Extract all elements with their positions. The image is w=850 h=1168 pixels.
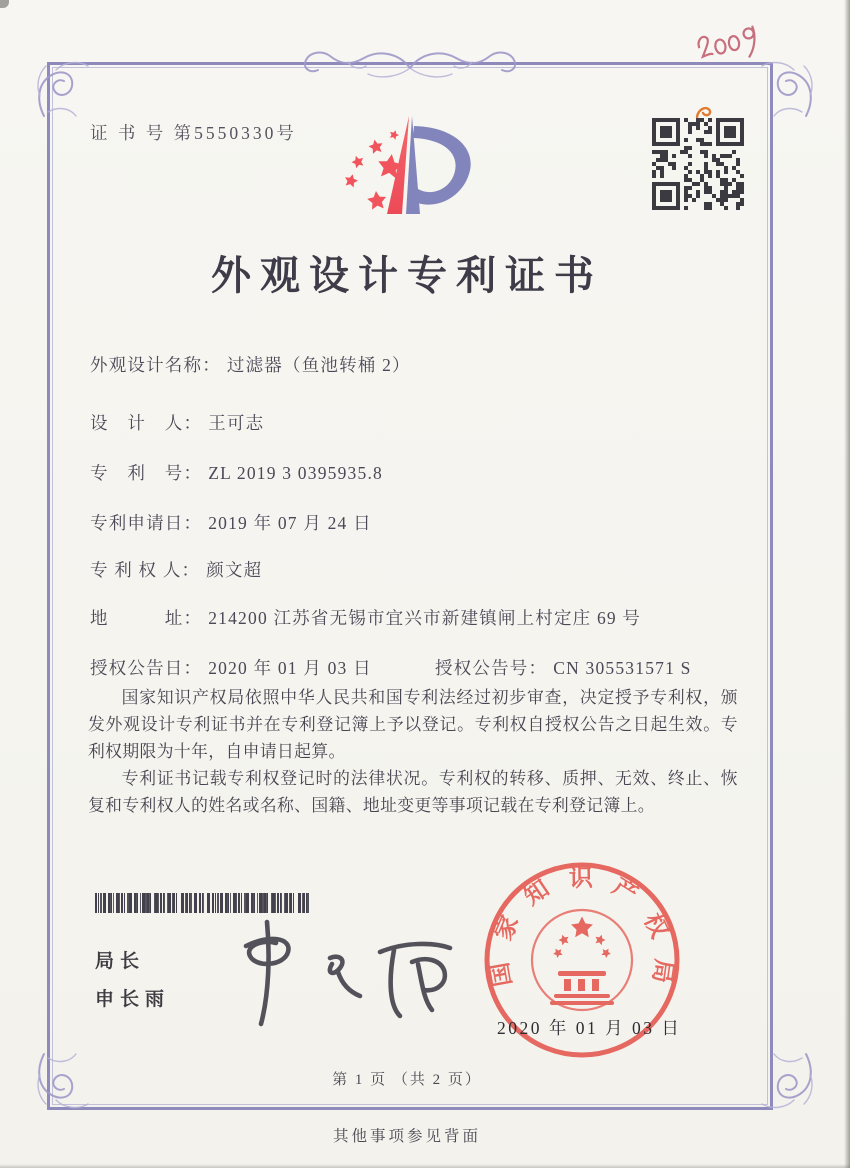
scan-edge-bottom: [0, 1164, 850, 1168]
field-label: 地 址：: [90, 608, 203, 628]
field-value: 过滤器（鱼池转桶 2）: [226, 355, 411, 375]
field-value: 214200 江苏省无锡市宜兴市新建镇闸上村定庄 69 号: [208, 608, 642, 628]
field-value: 2019 年 07 月 24 日: [208, 513, 372, 533]
pen-mark-icon: [694, 103, 716, 121]
field-value: 颜文超: [206, 560, 263, 580]
signature-handwriting: [212, 912, 462, 1030]
svg-text:权: 权: [638, 909, 673, 943]
svg-text:知: 知: [519, 875, 555, 911]
field-filing-date: [90, 510, 750, 535]
field-label: 授权公告号：: [435, 658, 548, 678]
scan-smudge: [0, 0, 9, 8]
field-grant-number: [435, 655, 692, 680]
seal-date: 2020 年 01 月 03 日: [497, 1018, 682, 1038]
commissioner-title: 局长: [95, 951, 146, 972]
legal-paragraph: 专利证书记载专利权登记时的法律状况。专利权的转移、质押、无效、终止、恢复和专利权人的姓名或名称、国籍、地址变更等事项记载在专利登记簿上。: [88, 769, 738, 815]
field-value: 2020 年 01 月 03 日: [208, 658, 372, 678]
field-value: CN 305531571 S: [553, 658, 692, 678]
barcode: [95, 893, 309, 913]
certificate-title: 外观设计专利证书: [211, 253, 603, 298]
svg-text:识: 识: [568, 865, 594, 893]
field-address: [90, 605, 750, 630]
field-label: 专 利 号：: [90, 463, 203, 483]
handwritten-note: [693, 22, 765, 66]
page-number: 第 1 页 （共 2 页）: [332, 1072, 482, 1088]
commissioner-name: 申长雨: [95, 989, 171, 1010]
field-label: 授权公告日：: [90, 658, 203, 678]
field-patent-number: [90, 460, 750, 485]
scan-edge-right: [844, 0, 850, 1168]
back-side-note: 其他事项参见背面: [332, 1128, 481, 1145]
field-label: 设 计 人：: [90, 413, 203, 433]
qr-code: [652, 118, 744, 210]
field-value: ZL 2019 3 0395935.8: [208, 463, 383, 483]
field-grant-date: [90, 655, 750, 680]
svg-text:国: 国: [487, 960, 517, 989]
field-designer: [90, 410, 750, 435]
field-design-name: [90, 352, 750, 377]
field-label: 专 利 权 人：: [90, 560, 201, 580]
svg-text:局: 局: [647, 957, 677, 985]
svg-text:家: 家: [490, 912, 525, 945]
legal-text-block: [88, 684, 738, 819]
field-value: 王可志: [208, 413, 265, 433]
field-label: 外观设计名称：: [90, 355, 221, 375]
certificate-number: 证 书 号 第5550330号: [90, 123, 297, 143]
seal-emblem: [550, 917, 614, 1006]
logo-p-bowl: [413, 126, 471, 205]
legal-paragraph: 国家知识产权局依照中华人民共和国专利法经过初步审查，决定授予专利权，颁发外观设计专利证书并在专利登记簿上予以登记。专利权自授权公告之日起生效。专利权期限为十年，自申请日起算。: [88, 688, 738, 761]
svg-text:产: 产: [607, 873, 642, 909]
field-label: 专利申请日：: [90, 513, 203, 533]
cnipa-logo: [330, 110, 480, 240]
field-patentee: [90, 557, 750, 582]
